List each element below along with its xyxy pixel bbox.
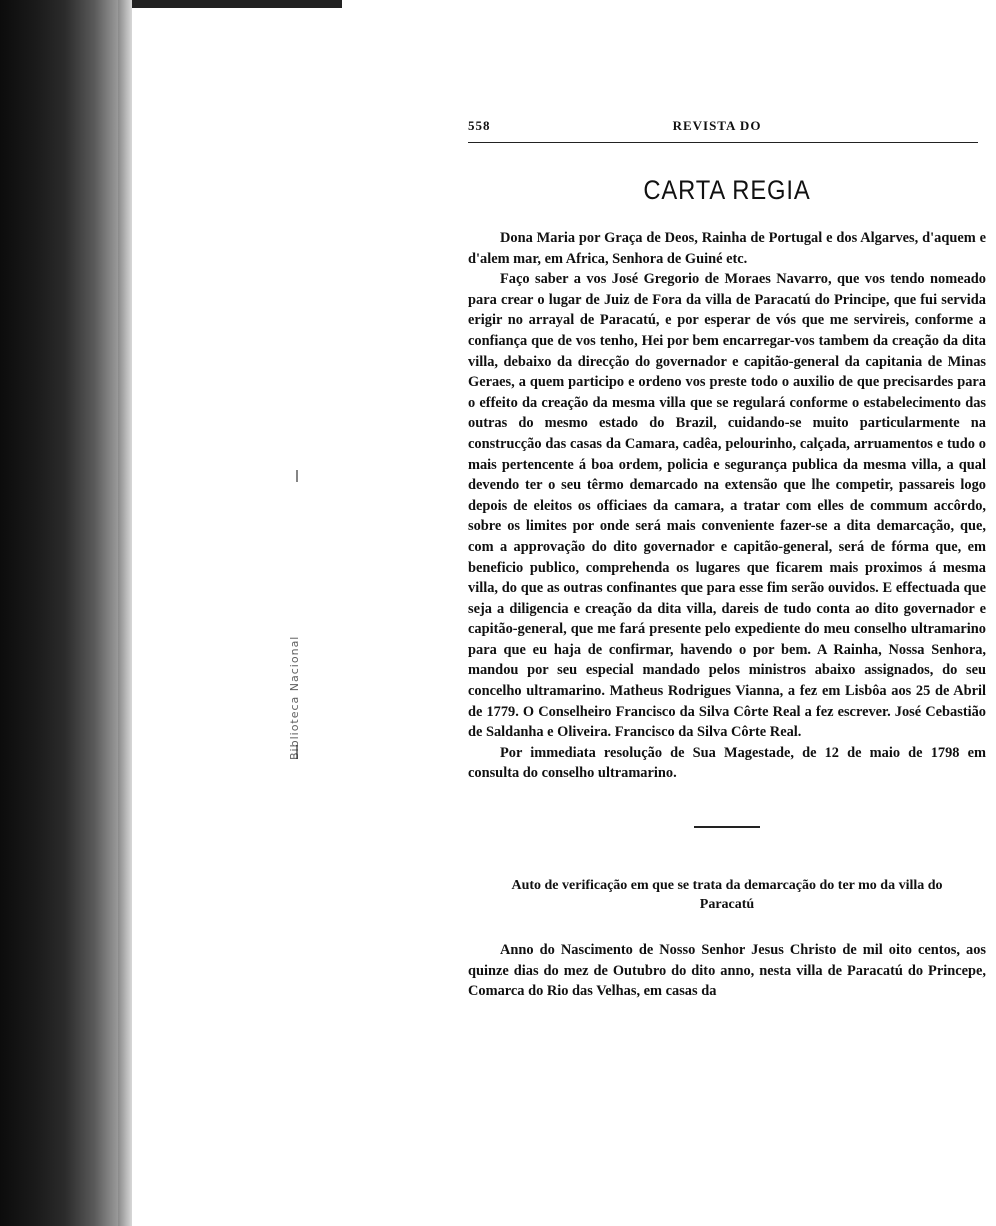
paragraph-body: Faço saber a vos José Gregorio de Moraes Navarro, que vos tendo nomeado para crear o lugar de Juiz de Fora da villa de Paracatú do Principe, que fui servida erigir no arrayal de Paracatú, e por esperar de vós que me servireis, conforme a confiança que de vos tenho, Hei por bem encarregar-vos tambem da creação da dita villa, debaixo da direcção do governador e capitão-general da capitania de Minas Geraes, a quem participo e ordeno vos preste todo o auxilio de que precisardes para o effeito da creação da mesma villa que se regulará conforme o estabelecimento das outras do mesmo estado do Brazil, cuidando-se muito particularmente na construcção das casas da Camara, cadêa, pelourinho, calçada, arruamentos e tudo o mais pertencente á boa ordem, policia e segurança publica da mesma villa, a qual devendo ter o seu têrmo demarcado na extensão que lhe competir, passareis logo depois de eleitos os officiaes da camara, a tratar com elles de commum accôrdo, sobre os limites por onde será mais conveniente fazer-se a dita demarcação, que, com a approvação do dito governador e capitão-general, será de fórma que, em beneficio publico, comprehenda os lugares que ficarem mais proximos á mesma villa, do que as outras confinantes que para esse fim serão ouvidos. E effectuada que seja a diligencia e creação da dita villa, dareis de tudo conta ao dito governador e capitão-general, que me fará presente pelo expediente do meu conselho ultramarino para que eu haja de confirmar, havendo o por bem. A Rainha, Nossa Senhora, mandou por seu especial mandado pelos ministros abaixo assignados, do seu concelho ultramarino. Matheus Rodrigues Vianna, a fez em Lisbôa aos 25 de Abril de 1779. O Conselheiro Francisco da Silva Côrte Real a fez escrever. José Cebastião de Saldanha e Oliveira. Francisco da Silva Côrte Real. xyxy=(468,271,986,741)
book-binding-shadow xyxy=(0,0,118,1226)
section-subtitle: Auto de verificação em que se trata da demarcação do ter mo da villa do Paracatú xyxy=(511,878,943,913)
spine-label: Biblioteca Nacional xyxy=(288,635,301,760)
top-edge-shadow xyxy=(132,0,342,8)
page-content xyxy=(468,118,986,1002)
section-separator xyxy=(694,826,760,828)
paragraph-resolution: Por immediata resolução de Sua Magestade, de 12 de maio de 1798 em consulta do conselho ultramarino. xyxy=(468,744,986,782)
paragraph-salutation: Dona Maria por Graça de Deos, Rainha de Portugal e dos Algarves, d'aquem e d'alem mar, em Africa, Senhora de Guiné etc. xyxy=(468,230,986,267)
page-number: 558 xyxy=(468,118,491,133)
journal-title: REVISTA DO xyxy=(672,118,762,133)
running-head xyxy=(468,118,986,140)
spine-mark xyxy=(296,470,298,482)
paragraph-auto: Anno do Nascimento de Nosso Senhor Jesus Christo de mil oito centos, aos quinze dias do mez de Outubro do dito anno, nesta villa de Paracatú do Princepe, Comarca do Rio das Velhas, em casas da xyxy=(468,942,986,1000)
document-title: CARTA REGIA xyxy=(643,175,811,205)
header-rule xyxy=(468,142,978,143)
page-edge xyxy=(118,0,132,1226)
